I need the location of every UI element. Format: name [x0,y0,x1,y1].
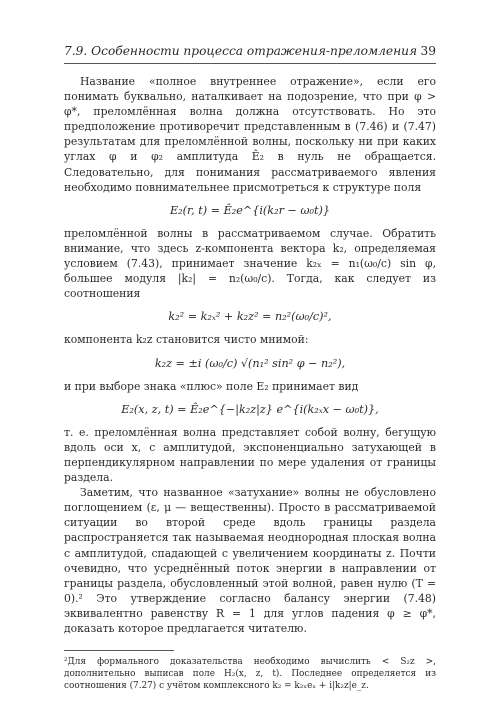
equation-k2z: k₂z = ±i (ω₀/c) √(n₁² sin² φ − n₂²), [154,356,346,370]
footnote: ²Для формального доказательства необходимо вычислить < S₂z >, дополнительно выписав поле H₂(x, z, t). Последнее определяется из соотношения (7.27) с учётом комплексного k₂ = k₂ₓeₓ + i|k₂z|e_z. [64,657,436,692]
paragraph-1: Название «полное внутреннее отражение», если его понимать буквально, наталкивает на подозрение, что при φ > φ*, преломлённая волна должна отсутствовать. Но это предположение противоречит представленным в (7.46) и (7.47) результатам для преломлённой волны, поскольку ни при каких углах φ и φ₂ амплитуда Ê₂ в нуль не обращается. Следовательно, для понимания рассматриваемого явления необходимо повнимательнее присмотреться к структуре поля [64,75,436,194]
running-header [64,44,436,64]
paragraph-4: и при выборе знака «плюс» поле E₂ принимает вид [64,379,359,393]
paragraph-2: преломлённой волны в рассматриваемом случае. Обратить внимание, что здесь z-компонента вектора k₂, определяемая условием (7.43), принимает значение k₂ₓ = n₁(ω₀/c) sin φ, большее модуля |k₂| = n₂(ω₀/c). Тогда, как следует из соотношения [64,226,436,301]
page-number: 39 [420,44,436,58]
paragraph-3: компонента k₂z становится чисто мнимой: [64,333,309,347]
footnote-rule [64,650,174,651]
equation-e2: E₂(x, z, t) = Ê₂e^{−|k₂z|z} e^{i(k₂ₓx − ω₀t)}, [121,402,379,416]
paragraph-6: Заметим, что названное «затухание» волны не обусловлено поглощением (ε, μ — вещественны). Просто в рассматриваемой ситуации во второй среде вдоль границы раздела распространяется так называемая неоднородная плоская волна с амплитудой, спадающей с увеличением координаты z. Почти очевидно, что усреднённый поток энергии в направлении от границы раздела, обусловленный этой волной, равен нулю (T = 0).² Это утверждение согласно балансу энергии (7.48) эквивалентно равенству R = 1 для углов падения φ ≥ φ*, доказать которое предлагается читателю. [64,486,436,635]
section-title: 7.9. Особенности процесса отражения-преломления [64,44,418,58]
body-text [64,74,436,636]
paragraph-5: т. е. преломлённая волна представляет собой волну, бегущую вдоль оси x, с амплитудой, экспоненциально затухающей в перпендикулярном направлении по мере удаления от границы раздела. [64,425,436,485]
equation-k2: k₂² = k₂ₓ² + k₂z² = n₂²(ω₀/c)², [168,310,332,324]
equation-field: E₂(r, t) = Ê₂e^{i(k₂r − ω₀t)} [170,203,330,217]
